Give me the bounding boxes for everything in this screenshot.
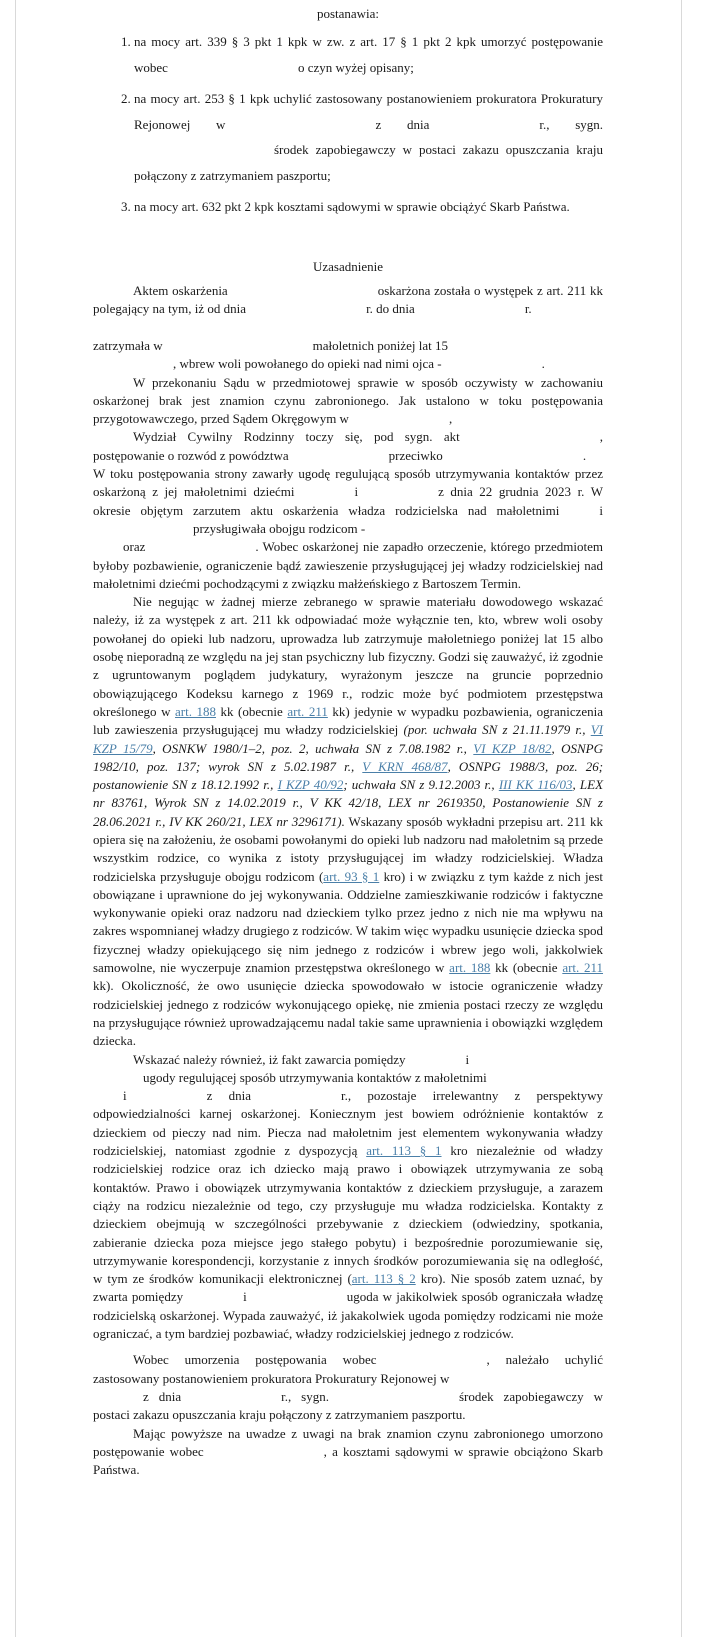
link-art-211[interactable]: art. 211: [287, 703, 328, 719]
text: Mając powyższe na uwadze z uwagi na brak znamion czynu zabronionego umorzono postępowanie wobec: [93, 1425, 603, 1459]
text: , OSNPG 1982/10, poz. 137; wyrok SN z 5.02.1987 r.,: [93, 740, 603, 774]
text: oskarżona została o występek z art. 211 kk polegający na tym, iż od dnia: [93, 283, 603, 317]
text: , OSNKW 1980/1–2, poz. 2, uchwała SN z 7.08.1982 r.,: [152, 740, 467, 756]
text: Wydział Cywilny Rodzinny toczy się, pod sygn. akt: [133, 429, 460, 445]
paragraph-6: [93, 1425, 603, 1480]
paragraph-1: [93, 282, 603, 373]
text: z dnia: [206, 1088, 251, 1104]
text: r., sygn.: [281, 1388, 329, 1404]
text: zatrzymała w: [93, 337, 163, 353]
text: ugoda w jakikolwiek sposób ograniczała władzę rodzicielską oskarżonej. Wypada zauważyć, iż jakakolwiek ugoda pomiędzy rodzicami nie może ograniczać, a tym bardziej pozbawiać, władzy rodzicielskiej jednego z rodziców.: [93, 1289, 603, 1342]
text: kro) i w związku z tym każde z nich jest obowiązane i uprawnione do jej wykonywania. Oddzielne zamieszkiwanie rodziców i faktyczne wykonywanie opieki oraz nadzoru nad dzieckiem tylko przez jedno z nich nie ma wpływu na zakres wspomnianej władzy drugiego z rodziców. W takim więc wypadku usunięcie dziecka spod fizycznej władzy opiekującego się nim jednego z rodziców i wbrew jego woli, jakkolwiek samowolne, nie wyczerpuje znamion przestępstwa określonego w: [93, 868, 603, 976]
decision-item-text: na mocy art. 339 § 3 pkt 1 kpk w zw. z art. 17 § 1 pkt 2 kpk umorzyć postępowanie wobec: [134, 34, 603, 75]
text: W toku postępowania strony zawarły ugodę regulującą sposób utrzymywania kontaktów przez oskarżoną z jej małoletnimi dziećmi: [93, 466, 603, 500]
text: r., pozostaje irrelewantny z perspektywy odpowiedzialności karnej oskarżonej. Koniecznym jest bowiem odróżnienie kontaktów z dzieckiem od pieczy nad nim. Piecza nad małoletnim jest elementem wykonywania władzy rodzicielskiej, natomiast zgodnie z dyspozycją: [93, 1088, 603, 1159]
text: kro niezależnie od władzy rodzicielskiej rodzice oraz ich dziecko mają prawo i obowiązek utrzymywania ze sobą kontaktów. Prawo i obowiązek utrzymywania kontaktów z dzieckiem przysługuje, a zarazem ciąży na rodzicu niezależnie od tego, czy przysługuje mu władza rodzicielska. Kontakty z dzieckiem obejmują w szczególności przebywanie z dzieckiem (odwiedziny, spotkania, zabieranie dziecka poza miejsce jego stałego pobytu) i bezpośrednie porozumiewanie się, utrzymywanie korespondencji, korzystanie z innych środków porozumiewania się na odległość, w tym ze środków komunikacji elektronicznej (: [93, 1143, 604, 1287]
text: i: [354, 484, 359, 500]
paragraph-2: [93, 374, 603, 594]
text: kk). Okoliczność, że owo usunięcie dziecka spowodowało w istocie ograniczenie władzy rodzicielskiej jednego z rodziców wykonującego opiekę, nie zmienia postaci rzeczy ze względu na przysługujące również uprowadzającemu nadal takie same uprawnienia i obowiązki względem dziecka.: [93, 978, 603, 1049]
decision-list: [93, 29, 603, 220]
link-art-211[interactable]: art. 211: [562, 960, 604, 976]
text: Wskazać należy również, iż fakt zawarcia pomiędzy: [133, 1051, 406, 1067]
text: Wskazany sposób wykładni przepisu art. 211 kk opiera się na założeniu, że osobami powołanymi do opieki lub nadzoru nad małoletnim są przede wszystkim rodzice, co wynika z istoty przysługującej im władzy rodzicielskiej. Władza rodzicielska przysługuje obojgu rodzicom (: [93, 813, 604, 884]
text: postępowanie o rozwód z powództwa: [93, 447, 289, 463]
text: przeciwko: [388, 447, 443, 463]
section-heading: Uzasadnienie: [312, 258, 384, 274]
text: przysługiwała obojgu rodzicom -: [193, 520, 366, 536]
text: oraz: [123, 539, 146, 555]
text: ; uchwała SN z 9.12.2003 r.,: [343, 777, 495, 793]
text: ugody regulującej sposób utrzymywania kontaktów z małoletnimi: [143, 1069, 487, 1085]
text: Nie negując w żadnej mierze zebranego w sprawie materiału dowodowego wskazać należy, iż za występek z art. 211 kk odpowiadać może wyłącznie ten, kto, wbrew woli osoby powołanej do opieki lub nadzoru, uprowadza lub zatrzymuje małoletniego poniżej lat 15 albo osobę nieporadną ze względu na jej stan psychiczny lub fizyczny. Godzi się zauważyć, iż zgodnie z ugruntowanym poglądem judykatury, wyrażonym jeszcze na gruncie poprzednio obowiązującego Kodeksu karnego z 1969 r., rodzic może być podmiotem przestępstwa określonego w: [93, 594, 603, 719]
decision-item-text: r., sygn.: [539, 116, 603, 132]
text: , a kosztami sądowymi w sprawie obciążono Skarb Państwa.: [93, 1443, 603, 1478]
decision-item-1: [134, 29, 603, 80]
text: z dnia: [143, 1388, 182, 1404]
decision-item-text: o czyn wyżej opisany;: [297, 59, 414, 75]
decision-item-text: na mocy art. 632 pkt 2 kpk kosztami sądowymi w sprawie obciążyć Skarb Państwa.: [134, 199, 570, 215]
text: ,: [448, 411, 453, 427]
text: Wobec umorzenia postępowania wobec: [133, 1352, 377, 1368]
link-art-113-2[interactable]: art. 113 § 2: [351, 1271, 416, 1287]
link-vi-kzp-18-82[interactable]: VI KZP 18/82: [473, 740, 552, 756]
text: (por. uchwała SN z 21.11.1979 r.,: [403, 722, 586, 738]
document-body: [93, 0, 603, 1479]
text: środek zapobiegawczy w postaci zakazu opuszczania kraju połączony z zatrzymaniem paszportu.: [93, 1388, 603, 1423]
text: . Wobec oskarżonej nie zapadło orzeczenie, którego przedmiotem byłoby pozbawienie, ograniczenie bądź zawieszenie przysługującej jej władzy rodzicielskiej nad małoletnimi dziećmi pochodzącymi z związku małżeńskiego z Bartoszem Termin.: [93, 539, 603, 591]
text: kk) jedynie w wypadku pozbawienia, ograniczenia lub zawieszenia przysługującej mu władzy rodzicielskiej: [93, 703, 604, 738]
text: , należało uchylić zastosowany postanowieniem prokuratora Prokuratury Rejonowej w: [93, 1352, 603, 1386]
text: i: [599, 502, 603, 518]
text: i: [465, 1051, 470, 1067]
text: r.: [524, 301, 532, 317]
decision-item-2: [134, 86, 603, 188]
text: W przekonaniu Sądu w przedmiotowej sprawie w sposób oczywisty w zachowaniu oskarżonej brak jest znamion czynu zabronionego. Jak ustalono w toku postępowania przygotowawczego, przed Sądem Okręgowym w: [93, 374, 603, 427]
text: i: [123, 1088, 127, 1104]
text: z dnia 22 grudnia 2023 r. W okresie objętym zarzutem aktu oskarżenia władza rodzicielska nad małoletnimi: [93, 484, 603, 518]
link-art-188[interactable]: art. 188: [175, 703, 216, 719]
decision-item-text: z dnia: [375, 116, 430, 132]
link-i-kzp-40-92[interactable]: I KZP 40/92: [277, 777, 344, 793]
text: .: [541, 356, 545, 372]
paragraph-5: [93, 1351, 603, 1424]
link-art-113-1[interactable]: art. 113 § 1: [366, 1143, 442, 1159]
text: kk (obecnie: [220, 703, 283, 719]
text: i: [243, 1289, 247, 1305]
decision-item-text: na mocy art. 253 § 1 kpk uchylić zastosowany postanowieniem prokuratora Prokuratury Rejonowej w: [134, 91, 603, 132]
paragraph-4: [93, 1051, 603, 1344]
decision-intro: postanawia:: [316, 6, 380, 21]
text: r. do dnia: [366, 301, 415, 317]
decision-item-text: środek zapobiegawczy w postaci zakazu opuszczania kraju połączony z zatrzymaniem paszportu;: [134, 142, 603, 183]
text: ,: [599, 429, 603, 445]
text: kro). Nie sposób zatem uznać, by zwarta pomiędzy: [93, 1271, 604, 1305]
link-iii-kk-116-03[interactable]: III KK 116/03: [498, 777, 573, 793]
link-v-krn-468-87[interactable]: V KRN 468/87: [362, 758, 448, 774]
text: Aktem oskarżenia: [133, 283, 228, 299]
text: , wbrew woli powołanego do opieki nad nimi ojca -: [173, 356, 442, 372]
text: małoletnich poniżej lat 15: [312, 337, 449, 353]
text: kk (obecnie: [495, 960, 558, 976]
paragraph-3: [93, 593, 603, 1050]
text: .: [582, 447, 587, 463]
text: , LEX nr 83761, Wyrok SN z 14.02.2019 r., V KK 42/18, LEX nr 2619350, Postanowienie SN z 28.06.2021 r., IV KK 260/21, LEX nr 3296171).: [93, 777, 604, 829]
decision-item-3: [134, 194, 603, 220]
link-art-188[interactable]: art. 188: [449, 960, 491, 976]
link-art-93[interactable]: art. 93 § 1: [323, 868, 380, 884]
text: , OSNPG 1988/3, poz. 26; postanowienie SN z 18.12.1992 r.,: [93, 758, 604, 793]
link-vi-kzp-15-79[interactable]: VI KZP 15/79: [93, 722, 604, 756]
